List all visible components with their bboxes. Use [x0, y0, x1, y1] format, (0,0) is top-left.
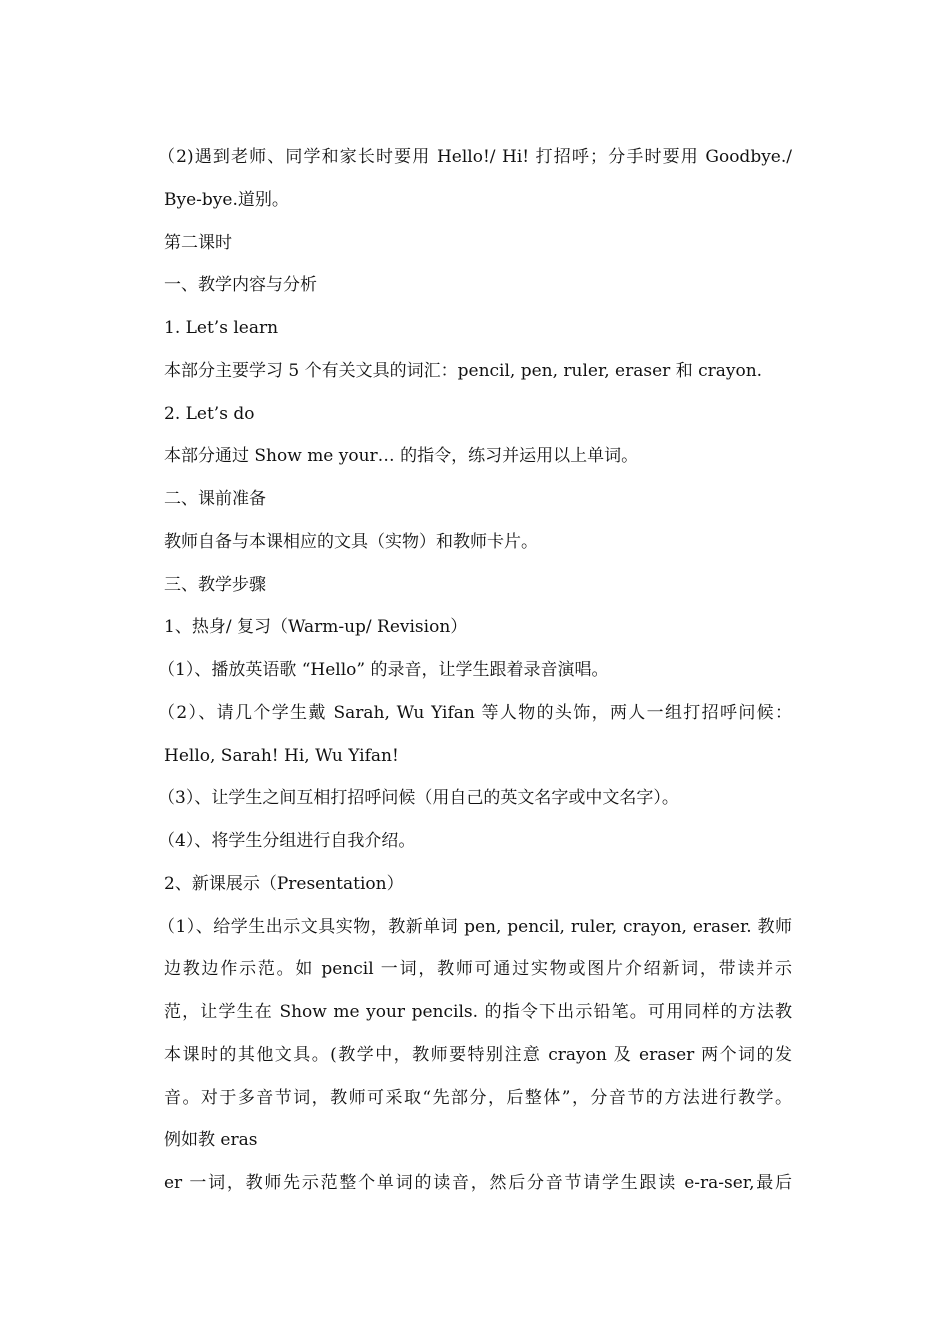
section-heading: 第二课时	[164, 232, 232, 253]
subsection-heading: 2、新课展示（Presentation）	[164, 873, 404, 894]
text-line: 例如教 eras	[164, 1130, 258, 1151]
section-heading: 一、教学内容与分析	[164, 275, 317, 296]
text-line: （2)遇到老师、同学和家长时要用 Hello!/ Hi! 打招呼；分手时要用 Goodbye./	[158, 147, 792, 167]
section-heading: 二、课前准备	[164, 489, 266, 509]
text-line: （1）、给学生出示文具实物，教新单词 pen, pencil, ruler, crayon, eraser. 教师	[158, 916, 792, 937]
text-line: 教师自备与本课相应的文具（实物）和教师卡片。	[164, 531, 538, 552]
text-line: （4）、将学生分组进行自我介绍。	[158, 831, 416, 851]
section-heading: 三、教学步骤	[164, 574, 266, 595]
text-line: Hello, Sarah! Hi, Wu Yifan!	[164, 745, 399, 766]
text-line: 范，让学生在 Show me your pencils. 的指令下出示铅笔。可用同样的方法教	[164, 1002, 792, 1022]
text-line: Bye-bye.道别。	[164, 189, 289, 210]
lesson-plan-text	[158, 136, 792, 1205]
text-line: 音。对于多音节词，教师可采取“先部分，后整体”，分音节的方法进行教学。	[164, 1087, 792, 1108]
text-line: 边教边作示范。如 pencil 一词，教师可通过实物或图片介绍新词，带读并示	[164, 959, 792, 980]
text-line: 本部分主要学习 5 个有关文具的词汇：pencil, pen, ruler, eraser 和 crayon.	[164, 360, 763, 381]
text-line: er 一词，教师先示范整个单词的读音，然后分音节请学生跟读 e-ra-ser,最后	[164, 1173, 792, 1193]
text-line: （1）、播放英语歌 “Hello” 的录音，让学生跟着录音演唱。	[158, 660, 609, 680]
text-line: 本部分通过 Show me your… 的指令，练习并运用以上单词。	[164, 446, 639, 467]
subsection-heading: 2. Let’s do	[164, 403, 255, 424]
subsection-heading: 1. Let’s learn	[164, 318, 279, 338]
text-line: 本课时的其他文具。(教学中，教师要特别注意 crayon 及 eraser 两个词的发	[164, 1044, 792, 1065]
text-line: （2）、请几个学生戴 Sarah, Wu Yifan 等人物的头饰，两人一组打招呼问候：	[158, 702, 792, 723]
subsection-heading: 1、热身/ 复习（Warm-up/ Revision）	[164, 617, 468, 638]
text-line: （3）、让学生之间互相打招呼问候（用自己的英文名字或中文名字）。	[158, 788, 679, 809]
